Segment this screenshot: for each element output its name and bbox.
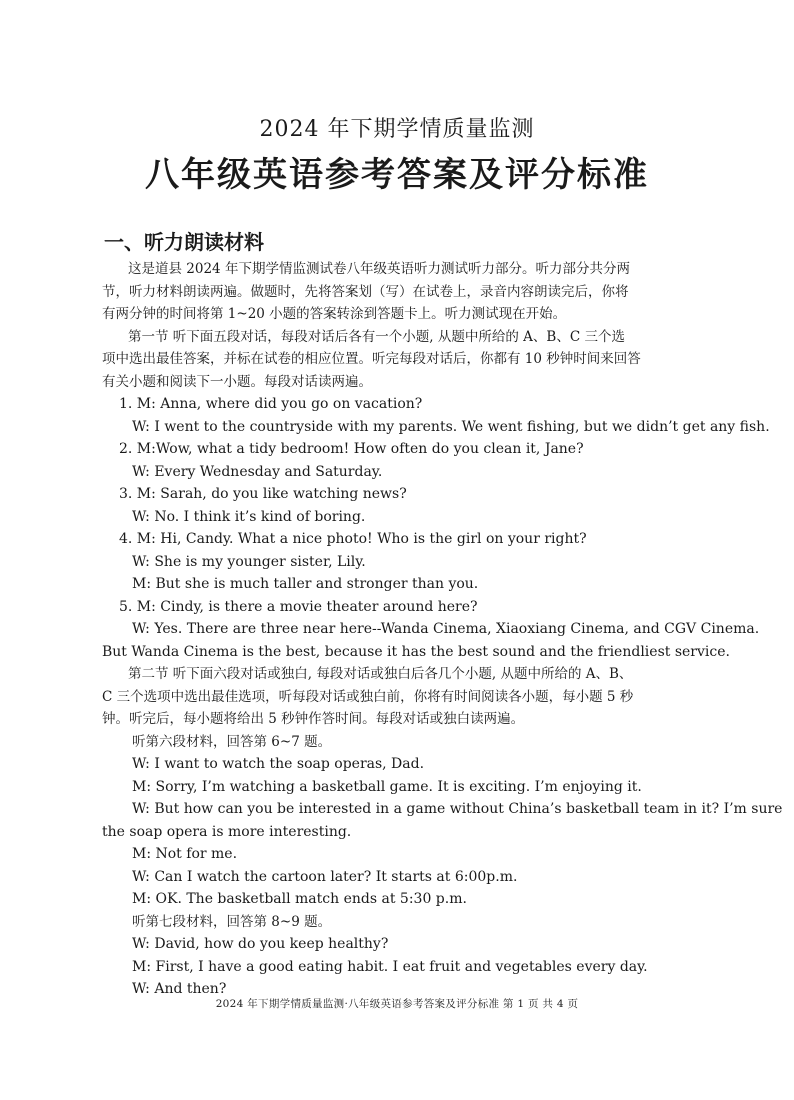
dialogue-line: W: I went to the countryside with my parents. We went fishing, but we didn’t get any fish.: [132, 418, 770, 435]
material-heading: 听第六段材料，回答第 6~7 题。: [132, 733, 332, 750]
part1-instruction: 项中选出最佳答案，并标在试卷的相应位置。听完每段对话后，你都有 10 秒钟时间来回答: [102, 351, 641, 367]
document-title: 八年级英语参考答案及评分标准: [145, 155, 649, 195]
intro-line: 节，听力材料朗读两遍。做题时，先将答案划（写）在试卷上，录音内容朗读完后，你将: [102, 283, 629, 300]
dialogue-line: the soap opera is more interesting.: [102, 823, 352, 840]
part2-instruction: C 三个选项中选出最佳选项，听每段对话或独白前，你将有时间阅读各小题，每小题 5 秒: [102, 688, 634, 705]
dialogue-line: W: Every Wednesday and Saturday.: [132, 463, 383, 480]
material-heading: 听第七段材料，回答第 8~9 题。: [132, 913, 332, 930]
part2-instruction: 钟。听完后，每小题将给出 5 秒钟作答时间。每段对话或独白读两遍。: [102, 711, 525, 727]
dialogue-line: W: Yes. There are three near here--Wanda Cinema, Xiaoxiang Cinema, and CGV Cinema.: [132, 621, 760, 637]
part2-instruction: 第二节 听下面六段对话或独白, 每段对话或独白后各几个小题, 从题中所给的 A、B、: [128, 666, 633, 682]
dialogue-line: 4. M: Hi, Candy. What a nice photo! Who is the girl on your right?: [119, 531, 587, 547]
dialogue-line: 3. M: Sarah, do you like watching news?: [119, 486, 407, 502]
listening-script: [102, 258, 783, 1001]
exam-subtitle: 2024 年下期学情质量监测: [259, 117, 535, 142]
part1-instruction: 有关小题和阅读下一小题。每段对话读两遍。: [102, 373, 372, 390]
dialogue-line: W: I want to watch the soap operas, Dad.: [132, 756, 425, 772]
dialogue-line: W: And then?: [132, 981, 227, 997]
dialogue-line: W: No. I think it’s kind of boring.: [132, 508, 366, 525]
dialogue-line: M: But she is much taller and stronger than you.: [132, 576, 479, 592]
dialogue-line: 1. M: Anna, where did you go on vacation?: [119, 396, 423, 412]
dialogue-line: W: She is my younger sister, Lily.: [132, 553, 366, 570]
dialogue-line: M: OK. The basketball match ends at 5:30 p.m.: [132, 891, 467, 907]
dialogue-line: M: Not for me.: [132, 846, 238, 862]
dialogue-line: But Wanda Cinema is the best, because it has the best sound and the friendliest service.: [102, 643, 730, 660]
dialogue-line: M: First, I have a good eating habit. I eat fruit and vegetables every day.: [132, 958, 648, 975]
intro-line: 这是道县 2024 年下期学情监测试卷八年级英语听力测试听力部分。听力部分共分两: [128, 261, 630, 277]
dialogue-line: 2. M:Wow, what a tidy bedroom! How often do you clean it, Jane?: [119, 441, 584, 457]
dialogue-line: W: David, how do you keep healthy?: [132, 936, 389, 952]
intro-line: 有两分钟的时间将第 1~20 小题的答案转涂到答题卡上。听力测试现在开始。: [102, 306, 567, 322]
section-heading: 一、听力朗读材料: [104, 230, 264, 254]
page-footer: 2024 年下期学情质量监测·八年级英语参考答案及评分标准 第 1 页 共 4 页: [215, 998, 579, 1010]
dialogue-line: W: Can I watch the cartoon later? It starts at 6:00p.m.: [132, 868, 518, 885]
part1-instruction: 第一节 听下面五段对话，每段对话后各有一个小题, 从题中所给的 A、B、C 三个选: [128, 328, 625, 345]
dialogue-line: W: But how can you be interested in a game without China’s basketball team in it? I’m sure: [132, 801, 783, 817]
dialogue-line: M: Sorry, I’m watching a basketball game. It is exciting. I’m enjoying it.: [132, 778, 642, 795]
dialogue-line: 5. M: Cindy, is there a movie theater around here?: [119, 598, 478, 615]
